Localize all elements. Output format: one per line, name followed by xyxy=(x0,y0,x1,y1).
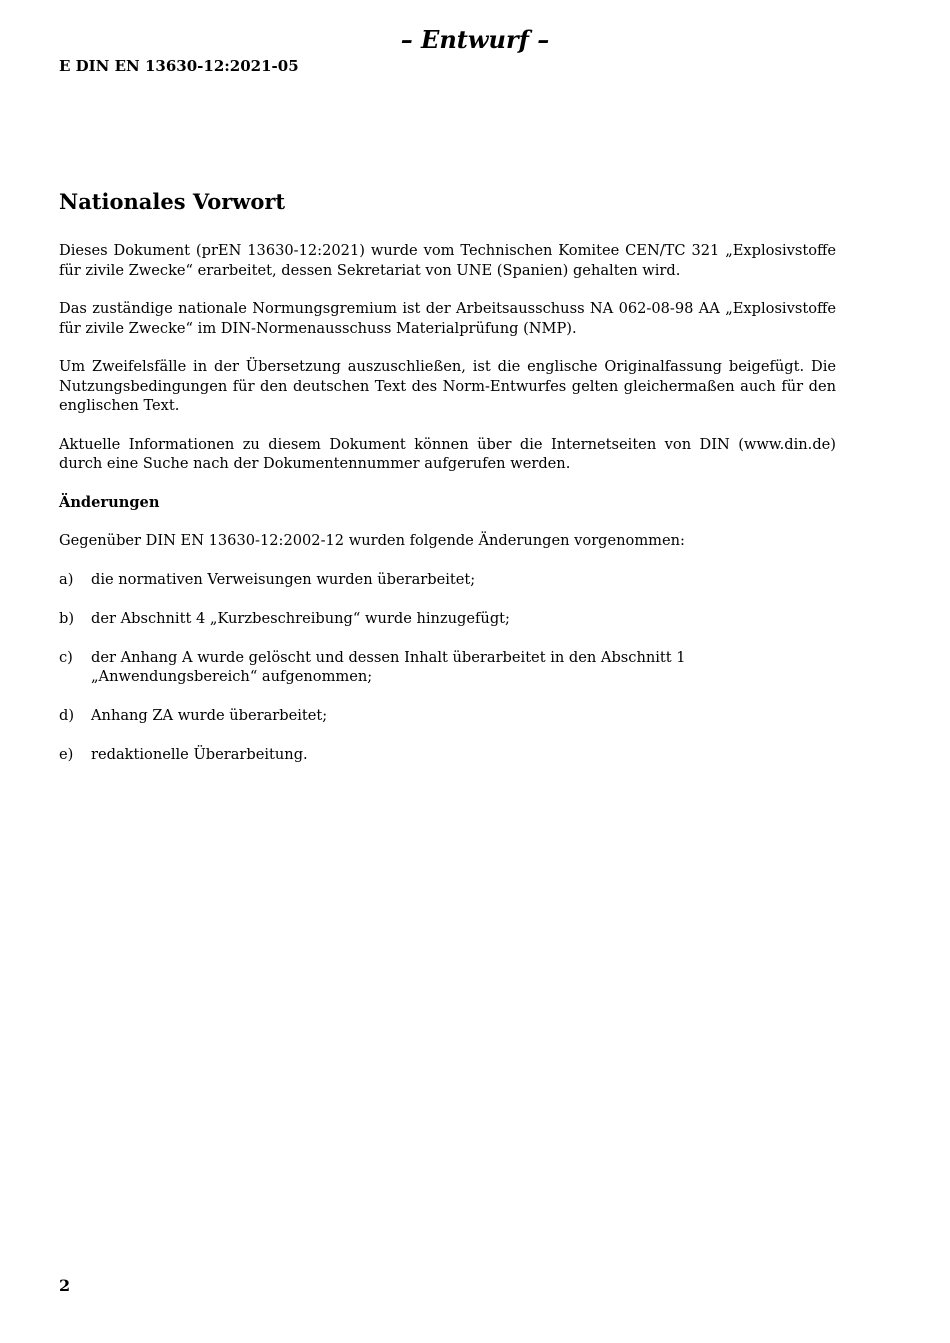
section-title: Nationales Vorwort xyxy=(59,189,286,214)
list-marker: b) xyxy=(59,609,75,627)
changes-intro: Gegenüber DIN EN 13630-12:2002-12 wurden folgende Änderungen vorgenommen: xyxy=(59,532,685,549)
list-item xyxy=(59,570,836,590)
changes-heading: Änderungen xyxy=(59,493,160,511)
list-item-text: die normativen Verweisungen wurden überarbeitet; xyxy=(91,570,476,588)
paragraph-committee: Dieses Dokument (prEN 13630-12:2021) wurde vom Technischen Komitee CEN/TC 321 „Explosivstoffe für zivile Zwecke“ erarbeitet, dessen Sekretariat von UNE (Spanien) gehalten wird. xyxy=(59,242,836,279)
list-item xyxy=(59,706,836,726)
document-identifier: E DIN EN 13630-12:2021-05 xyxy=(59,57,299,75)
list-item-text: der Abschnitt 4 „Kurzbeschreibung“ wurde hinzugefügt; xyxy=(91,609,510,627)
list-marker: e) xyxy=(59,746,74,763)
list-item-text: Anhang ZA wurde überarbeitet; xyxy=(91,707,328,724)
list-item xyxy=(59,648,836,687)
list-marker: a) xyxy=(59,570,74,588)
national-foreword-section xyxy=(59,186,836,784)
paragraph-information: Aktuelle Informationen zu diesem Dokument können über die Internetseiten von DIN (www.din.de) durch eine Suche nach der Dokumentennummer aufgerufen werden. xyxy=(59,435,836,472)
paragraph-translation: Um Zweifelsfälle in der Übersetzung auszuschließen, ist die englische Originalfassung beigefügt. Die Nutzungsbedingungen für den deutschen Text des Norm-Entwurfes gelten gleichermaßen auch für den englischen Text. xyxy=(59,358,836,414)
changes-list xyxy=(59,570,836,765)
list-item-text: redaktionelle Überarbeitung. xyxy=(91,746,308,763)
list-item xyxy=(59,609,836,629)
draft-watermark-heading: – Entwurf – xyxy=(400,25,550,54)
list-marker: c) xyxy=(59,648,73,666)
page-number: 2 xyxy=(59,1276,71,1295)
list-marker: d) xyxy=(59,707,75,724)
list-item-text: der Anhang A wurde gelöscht und dessen Inhalt überarbeitet in den Abschnitt 1 „Anwendungsbereich“ aufgenommen; xyxy=(91,648,686,685)
list-item xyxy=(59,745,836,765)
paragraph-national-body: Das zuständige nationale Normungsgremium ist der Arbeitsausschuss NA 062-08-98 AA „Explosivstoffe für zivile Zwecke“ im DIN-Normenausschuss Materialprüfung (NMP). xyxy=(59,300,836,337)
